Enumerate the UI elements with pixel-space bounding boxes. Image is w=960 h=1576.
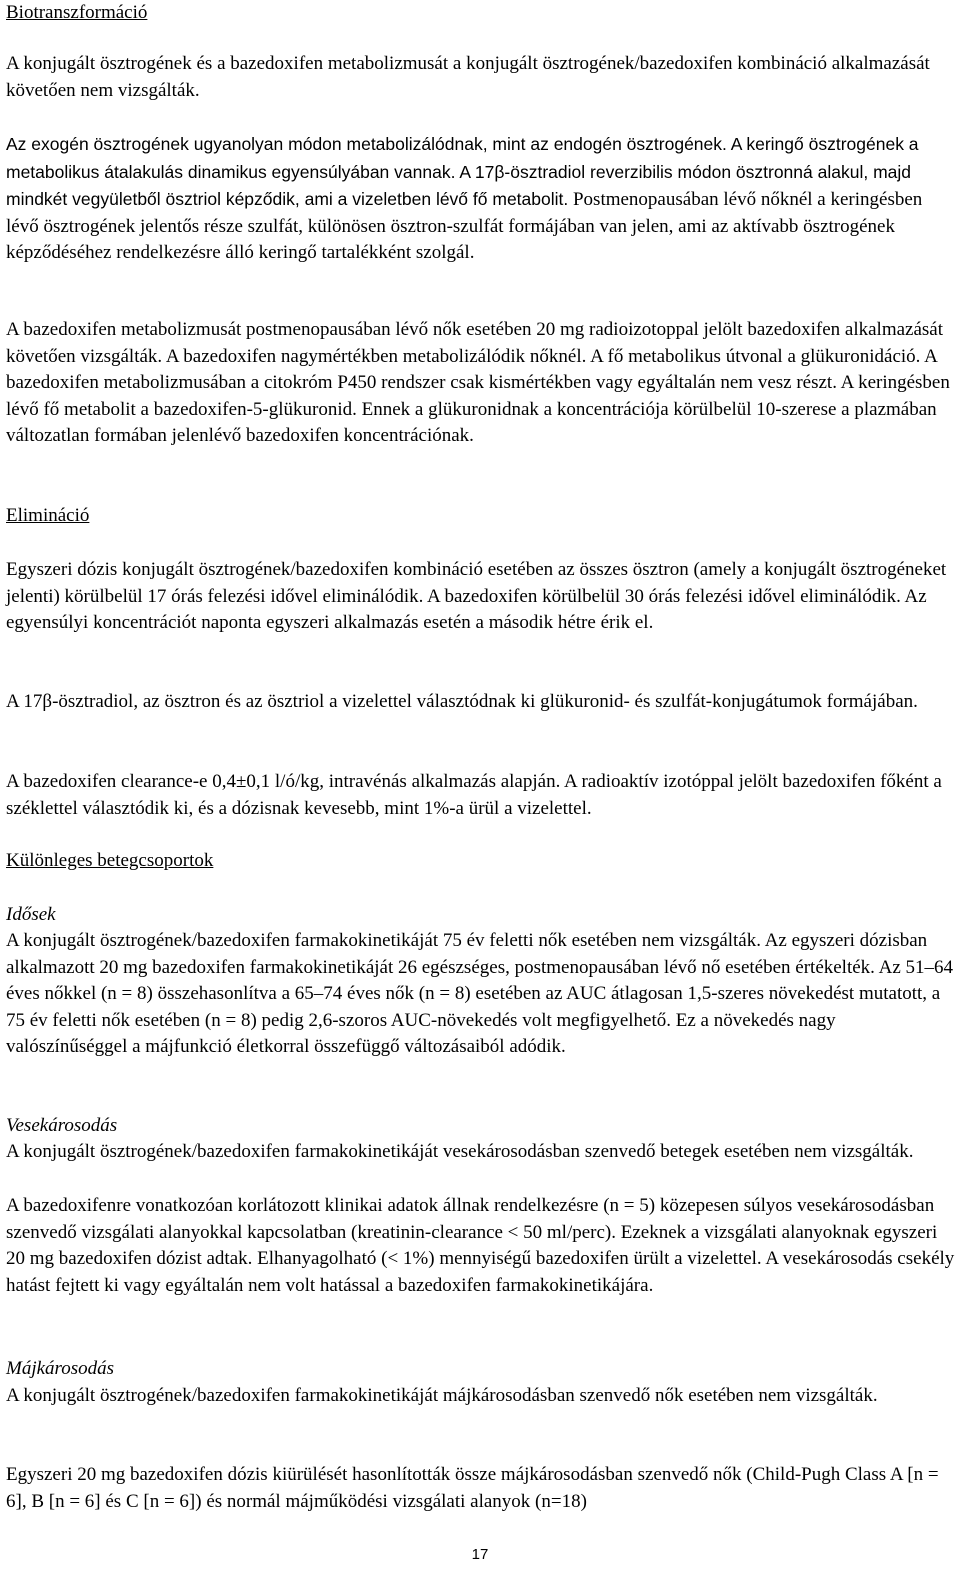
paragraph-elimination-1: Egyszeri dózis konjugált ösztrogének/bazedoxifen kombináció esetében az összes ösztron (amely a konjugált ösztrogéneket jelenti) körülbelül 17 órás felezési idővel eliminálódik. A bazedoxifen körülbelül 30 órás felezési idővel eliminálódik. Az egyensúlyi koncentrációt naponta egyszeri alkalmazás esetén a második hétre érik el. — [6, 559, 947, 634]
subheading-elderly: Idősek — [6, 904, 56, 925]
paragraph-biotransformation-1: A konjugált ösztrogének és a bazedoxifen metabolizmusát a konjugált ösztrogének/bazedoxifen kombináció alkalmazását követően nem vizsgálták. — [6, 53, 930, 101]
paragraph-renal-2: A bazedoxifenre vonatkozóan korlátozott klinikai adatok állnak rendelkezésre (n = 5) közepesen súlyos vesekárosodásban szenvedő vizsgálati alanyokkal kapcsolatban (kreatinin-clearance < 50 ml/perc). Ezeknek a vizsgálati alanyoknak egyszeri 20 mg bazedoxifen dózist adtak. Elhanyagolható (< 1%) mennyiségű bazedoxifen ürült a vizelettel. A vesekárosodás csekély hatást fejtett ki vagy egyáltalán nem volt hatással a bazedoxifen farmakokinetikájára. — [6, 1195, 955, 1296]
paragraph-biotransformation-3: A bazedoxifen metabolizmusát postmenopausában lévő nők esetében 20 mg radioizotoppal jelölt bazedoxifen alkalmazását követően vizsgálták. A bazedoxifen nagymértékben metabolizálódik nőknél. A fő metabolikus útvonal a glükuronidáció. A bazedoxifen metabolizmusában a citokróm P450 rendszer csak kismértékben vagy egyáltalán nem vesz részt. A keringésben lévő fő metabolit a bazedoxifen-5-glükuronid. Ennek a glükuronidnak a koncentrációja körülbelül 10-szerese a plazmában változatlan formában jelenlévő bazedoxifen koncentrációnak. — [6, 319, 950, 447]
paragraph-hepatic-1: A konjugált ösztrogének/bazedoxifen farmakokinetikáját májkárosodásban szenvedő nők esetében nem vizsgálták. — [6, 1385, 878, 1406]
paragraph-biotransformation-2-sans: Az exogén ösztrogének ugyanolyan módon metabolizálódnak, mint az endogén ösztrogének. A keringő ösztrogének a metabolikus átalakulás dinamikus egyensúlyában vannak. A 17β-ösztradiol reverzibilis módon ösztronná alakul, majd mindkét vegyületből ösztriol képződik, ami a vizeletben lévő fő metabolit. — [6, 134, 919, 210]
section-heading-special-groups: Különleges betegcsoportok — [6, 850, 214, 871]
paragraph-biotransformation-2-serif: Postmenopausában lévő nőknél a keringésben lévő ösztrogének jelentős része szulfát, különösen ösztron-szulfát formájában van jelen, ami az aktívabb ösztrogének képződéséhez rendelkezésre álló keringő tartalékként szolgál. — [6, 189, 923, 264]
paragraph-renal-1: A konjugált ösztrogének/bazedoxifen farmakokinetikáját vesekárosodásban szenvedő betegek esetében nem vizsgálták. — [6, 1141, 914, 1162]
paragraph-hepatic-2: Egyszeri 20 mg bazedoxifen dózis kiürülését hasonlították össze májkárosodásban szenvedő nők (Child-Pugh Class A [n = 6], B [n = 6] és C [n = 6]) és normál májműködési vizsgálati alanyok (n=18) — [6, 1464, 939, 1512]
section-heading-elimination: Elimináció — [6, 505, 90, 526]
section-heading-biotransformation: Biotranszformáció — [6, 2, 148, 23]
page-number: 17 — [471, 1546, 489, 1563]
subheading-renal: Vesekárosodás — [6, 1115, 118, 1136]
paragraph-elimination-2: A 17β-ösztradiol, az ösztron és az ösztriol a vizelettel választódnak ki glükuronid- és szulfát-konjugátumok formájában. — [6, 691, 918, 712]
paragraph-biotransformation-2 — [6, 131, 956, 267]
paragraph-elderly: A konjugált ösztrogének/bazedoxifen farmakokinetikáját 75 év feletti nők esetében nem vizsgálták. Az egyszeri dózisban alkalmazott 20 mg bazedoxifen farmakokinetikáját 26 egészséges, postmenopausában lévő nő esetében értékelték. Az 51–64 éves nőkkel (n = 8) összehasonlítva a 65–74 éves nők (n = 8) esetében az AUC átlagosan 1,5-szeres növekedést mutatott, a 75 év feletti nők esetében (n = 8) pedig 2,6-szoros AUC-növekedés volt megfigyelhető. Ez a növekedés nagy valószínűséggel a májfunkció életkorral összefüggő változásaiból adódik. — [6, 930, 954, 1058]
subheading-hepatic: Májkárosodás — [6, 1358, 115, 1379]
paragraph-elimination-3: A bazedoxifen clearance-e 0,4±0,1 l/ó/kg, intravénás alkalmazás alapján. A radioaktív izotóppal jelölt bazedoxifen főként a széklettel választódik ki, és a dózisnak kevesebb, mint 1%-a ürül a vizelettel. — [6, 771, 942, 819]
